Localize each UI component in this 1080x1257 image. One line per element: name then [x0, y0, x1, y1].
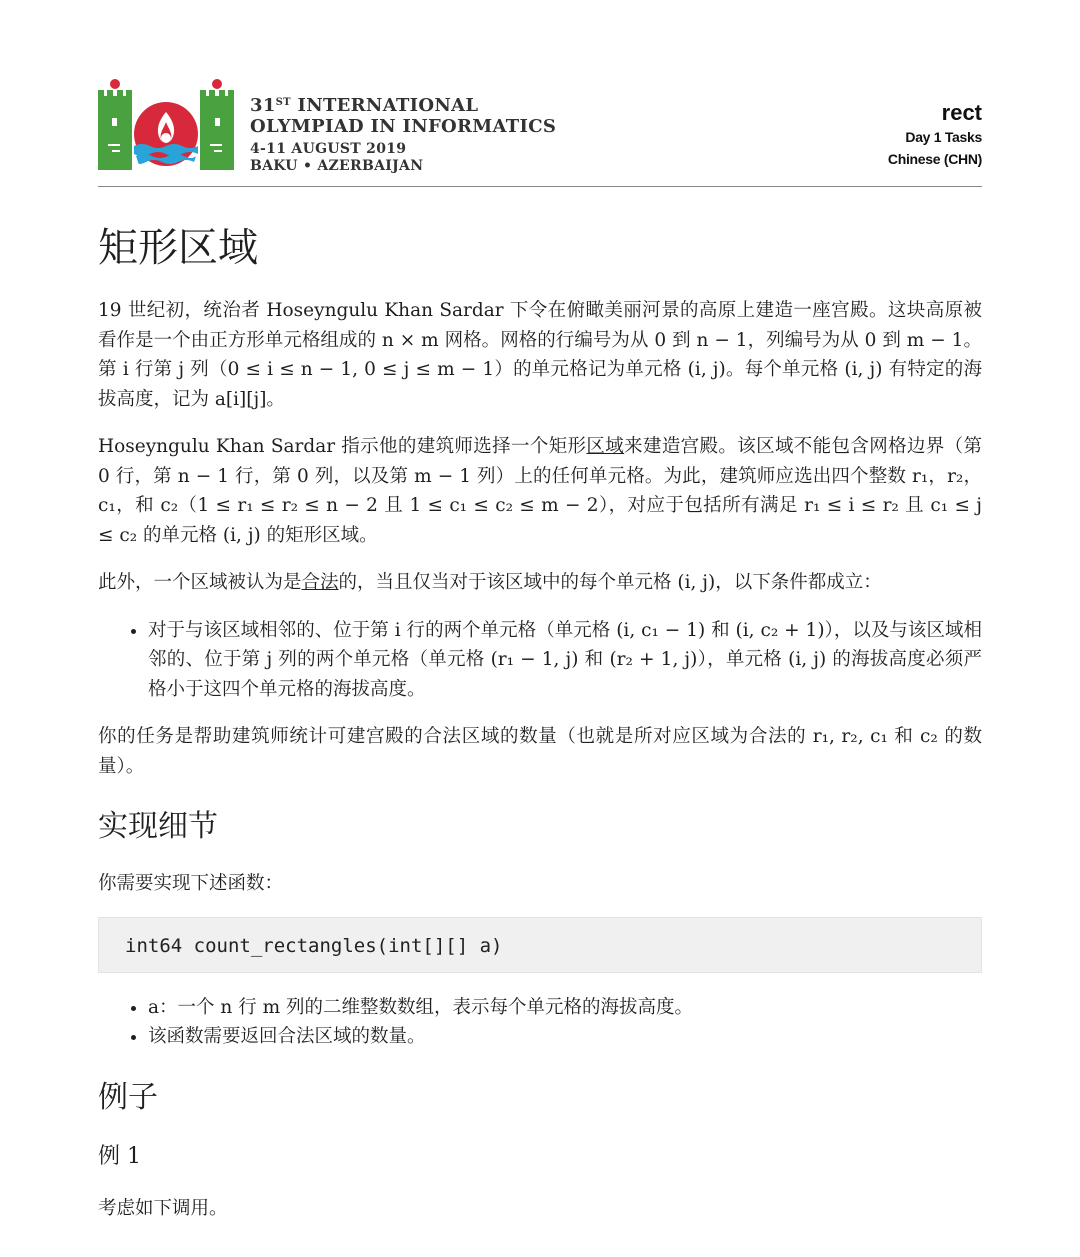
page-header	[98, 78, 982, 186]
section-heading-impl: 实现细节	[98, 809, 218, 844]
list-item: • 该函数需要返回合法区域的数量。	[148, 1022, 982, 1052]
task-info	[888, 100, 982, 170]
header-divider	[98, 186, 982, 187]
impl-list	[98, 993, 982, 1052]
example-1-heading: 例 1	[98, 1143, 141, 1169]
task-name: rect	[941, 100, 982, 125]
list-item: • a：一个 n 行 m 列的二维整数数组，表示每个单元格的海拔高度。	[148, 993, 982, 1023]
paragraph-intro: 19 世纪初，统治者 Hoseyngulu Khan Sardar 下令在俯瞰美丽河景的高原上建造一座宫殿。这块高原被看作是一个由正方形单元格组成的 n × m 网格。网格的行编号为从 0 到 n − 1，列编号为从 0 到 m − 1。第 i 行第 j 列（0 ≤ i ≤ n − 1, 0 ≤ j ≤ m − 1）的单元格记为单元格 (i, j)。每个单元格 (i, j) 有特定的海拔高度，记为 a[i][j]。	[98, 300, 982, 410]
ioi-logo	[98, 78, 234, 170]
page-title: 矩形区域	[98, 225, 258, 271]
function-signature: int64 count_rectangles(int[][] a)	[98, 917, 982, 973]
section-heading-examples: 例子	[98, 1079, 158, 1115]
paragraph-task: 你的任务是帮助建筑师统计可建宫殿的合法区域的数量（也就是所对应区域为合法的 r₁, r₂, c₁ 和 c₂ 的数量）。	[98, 726, 982, 777]
olympiad-name: 31ST INTERNATIONAL OLYMPIAD IN INFORMATICS 4-11 AUGUST 2019 BAKU • AZERBAIJAN	[250, 95, 557, 174]
task-statement	[98, 222, 982, 1241]
paragraph-region: Hoseyngulu Khan Sardar 指示他的建筑师选择一个矩形区域来建造宫殿。该区域不能包含网格边界（第 0 行，第 n − 1 行，第 0 列，以及第 m − 1 列）上的任何单元格。为此，建筑师应选出四个整数 r₁，r₂，c₁，和 c₂（1 ≤ r₁ ≤ r₂ ≤ n − 2 且 1 ≤ c₁ ≤ c₂ ≤ m − 2），对应于包括所有满足 r₁ ≤ i ≤ r₂ 且 c₁ ≤ j ≤ c₂ 的单元格 (i, j) 的矩形区域。	[98, 436, 982, 546]
list-item: • 对于与该区域相邻的、位于第 i 行的两个单元格（单元格 (i, c₁ − 1) 和 (i, c₂ + 1)），以及与该区域相邻的、位于第 j 列的两个单元格（单元格 (r₁ − 1, j) 和 (r₂ + 1, j)），单元格 (i, j) 的海拔高度必须严格小于这四个单元格的海拔高度。	[148, 616, 982, 705]
impl-intro: 你需要实现下述函数：	[98, 873, 284, 894]
task-language: Chinese (CHN)	[887, 151, 982, 167]
task-day: Day 1 Tasks	[905, 129, 982, 145]
example-1-text: 考虑如下调用。	[98, 1197, 228, 1219]
paragraph-valid: 此外，一个区域被认为是合法的，当且仅当对于该区域中的每个单元格 (i, j)，以下条件都成立：	[98, 572, 882, 593]
condition-list	[98, 616, 982, 705]
